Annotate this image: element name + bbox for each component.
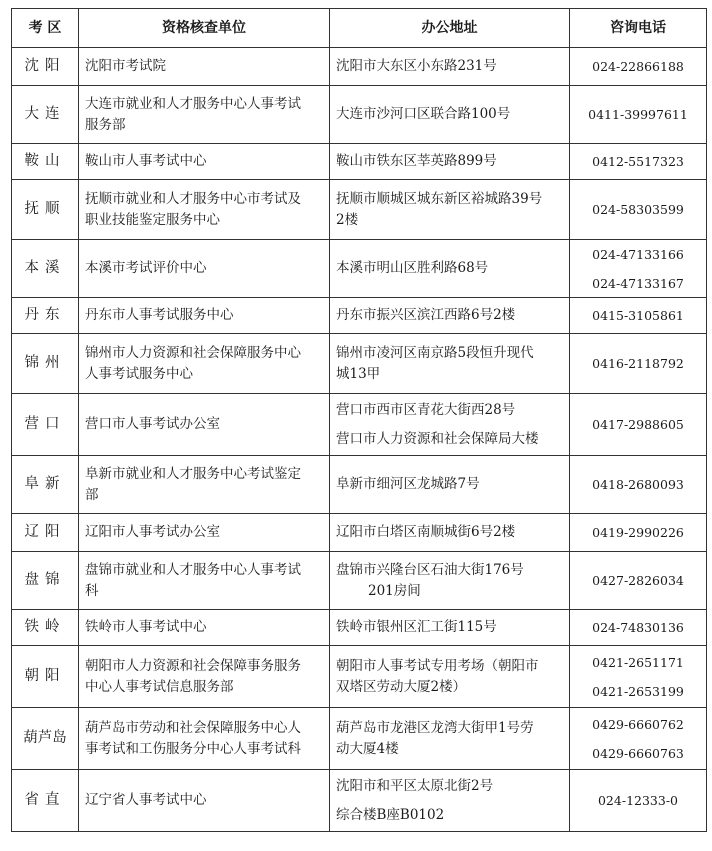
- unit-cell: [79, 180, 330, 240]
- address-cell-line: 鞍山市铁东区莘英路899号: [336, 153, 497, 169]
- unit-cell-line: 科: [85, 582, 99, 599]
- unit-cell: [79, 646, 330, 708]
- phone-cell-line: 0419-2990226: [592, 525, 684, 540]
- unit-cell: [79, 334, 330, 394]
- address-cell-line: 沈阳市大东区小东路231号: [336, 58, 497, 74]
- table-row: [12, 552, 707, 610]
- address-cell: [330, 456, 570, 514]
- unit-cell-line: 辽宁省人事考试中心: [85, 792, 207, 808]
- address-cell: [330, 48, 570, 86]
- address-cell-line: 2楼: [336, 211, 359, 228]
- unit-cell: [79, 86, 330, 144]
- table-row: [12, 298, 707, 334]
- unit-cell-line: 中心人事考试信息服务部: [85, 678, 234, 695]
- phone-cell-line: 0427-2826034: [592, 573, 684, 588]
- unit-cell: [79, 514, 330, 552]
- address-cell: [330, 708, 570, 770]
- phone-cell: [570, 646, 707, 708]
- phone-cell-line: 024-12333-0: [597, 793, 679, 808]
- unit-cell-line: 人事考试服务中心: [85, 365, 193, 382]
- phone-cell: [570, 514, 707, 552]
- table-row: [12, 514, 707, 552]
- address-cell: [330, 144, 570, 180]
- region-cell: 沈阳: [12, 48, 79, 86]
- unit-cell: [79, 394, 330, 456]
- address-cell: [330, 552, 570, 610]
- unit-cell: [79, 240, 330, 298]
- table-row: [12, 770, 707, 832]
- phone-cell-line: 0429-6660763: [592, 745, 684, 761]
- unit-cell-line: 沈阳市考试院: [85, 58, 166, 74]
- phone-cell-line: 024-22866188: [592, 59, 684, 74]
- unit-cell-line: 锦州市人力资源和社会保障服务中心: [85, 344, 301, 361]
- address-cell-line: 动大厦4楼: [336, 740, 399, 757]
- header-phone: 咨询电话: [570, 9, 707, 48]
- address-cell-line: 盘锦市兴隆台区石油大街176号: [336, 561, 524, 578]
- unit-cell-line: 事考试和工伤服务分中心人事考试科: [85, 740, 301, 757]
- phone-cell: [570, 144, 707, 180]
- unit-cell-line: 盘锦市就业和人才服务中心人事考试: [85, 561, 301, 578]
- unit-cell-line: 抚顺市就业和人才服务中心市考试及: [85, 190, 301, 207]
- unit-cell-line: 辽阳市人事考试办公室: [85, 524, 220, 540]
- address-cell: [330, 180, 570, 240]
- address-cell: [330, 514, 570, 552]
- address-cell: [330, 240, 570, 298]
- unit-cell-line: 本溪市考试评价中心: [85, 260, 207, 276]
- region-cell: 锦州: [12, 334, 79, 394]
- unit-cell-line: 营口市人事考试办公室: [85, 416, 220, 432]
- address-cell-line: 朝阳市人事考试专用考场（朝阳市: [336, 657, 539, 674]
- unit-cell-line: 丹东市人事考试服务中心: [85, 307, 234, 323]
- address-cell-line: 抚顺市顺城区城东新区裕城路39号: [336, 190, 543, 207]
- table-row: [12, 610, 707, 646]
- phone-cell: [570, 456, 707, 514]
- address-cell-line: 丹东市振兴区滨江西路6号2楼: [336, 307, 516, 323]
- region-cell: 盘锦: [12, 552, 79, 610]
- address-cell: [330, 770, 570, 832]
- exam-office-table: [11, 8, 707, 832]
- address-cell-line: 葫芦岛市龙港区龙湾大街甲1号劳: [336, 719, 534, 736]
- region-cell: 丹东: [12, 298, 79, 334]
- unit-cell: [79, 48, 330, 86]
- phone-cell: [570, 610, 707, 646]
- phone-cell: [570, 394, 707, 456]
- address-cell-line: 铁岭市银州区汇工街115号: [336, 619, 497, 635]
- phone-cell-line: 0416-2118792: [592, 356, 684, 371]
- address-cell: [330, 394, 570, 456]
- unit-cell-line: 大连市就业和人才服务中心人事考试: [85, 95, 301, 112]
- address-cell-line: 201房间: [368, 582, 421, 599]
- region-cell: 铁岭: [12, 610, 79, 646]
- table-row: [12, 646, 707, 708]
- unit-cell-line: 职业技能鉴定服务中心: [85, 211, 220, 228]
- region-cell: 朝阳: [12, 646, 79, 708]
- region-cell: 阜新: [12, 456, 79, 514]
- phone-cell-line: 0429-6660762: [592, 716, 684, 732]
- region-cell: 抚顺: [12, 180, 79, 240]
- address-cell-line: 双塔区劳动大厦2楼）: [336, 678, 467, 695]
- address-cell-line: 营口市西市区青花大街西28号: [336, 401, 516, 418]
- unit-cell: [79, 456, 330, 514]
- address-cell: [330, 610, 570, 646]
- address-cell: [330, 646, 570, 708]
- region-cell: 本溪: [12, 240, 79, 298]
- phone-cell: [570, 708, 707, 770]
- address-cell-line: 营口市人力资源和社会保障局大楼: [336, 430, 539, 447]
- address-cell: [330, 298, 570, 334]
- unit-cell: [79, 552, 330, 610]
- address-cell: [330, 86, 570, 144]
- unit-cell-line: 部: [85, 486, 99, 503]
- phone-cell: [570, 86, 707, 144]
- unit-cell: [79, 770, 330, 832]
- unit-cell: [79, 298, 330, 334]
- region-cell: 辽阳: [12, 514, 79, 552]
- phone-cell-line: 0421-2651171: [592, 654, 684, 670]
- region-cell: 省直: [12, 770, 79, 832]
- table-row: [12, 180, 707, 240]
- address-cell-line: 辽阳市白塔区南顺城街6号2楼: [336, 524, 516, 540]
- phone-cell-line: 024-47133166: [592, 246, 684, 262]
- address-cell-line: 锦州市凌河区南京路5段恒升现代: [336, 344, 534, 361]
- table-row: [12, 334, 707, 394]
- phone-cell-line: 0415-3105861: [592, 308, 684, 323]
- region-cell: 鞍山: [12, 144, 79, 180]
- table-header-row: [12, 9, 707, 48]
- address-cell-line: 综合楼B座B0102: [336, 806, 445, 823]
- unit-cell: [79, 708, 330, 770]
- phone-cell: [570, 552, 707, 610]
- phone-cell-line: 024-47133167: [592, 275, 684, 291]
- address-cell-line: 阜新市细河区龙城路7号: [336, 476, 480, 492]
- unit-cell-line: 朝阳市人力资源和社会保障事务服务: [85, 657, 301, 674]
- phone-cell-line: 024-74830136: [592, 620, 684, 635]
- unit-cell-line: 铁岭市人事考试中心: [85, 619, 207, 635]
- address-cell-line: 大连市沙河口区联合路100号: [336, 106, 511, 122]
- region-cell: 营口: [12, 394, 79, 456]
- table-row: [12, 240, 707, 298]
- region-cell: 大连: [12, 86, 79, 144]
- phone-cell: [570, 334, 707, 394]
- phone-cell-line: 0421-2653199: [592, 683, 684, 699]
- table-row: [12, 708, 707, 770]
- address-cell-line: 本溪市明山区胜利路68号: [336, 260, 489, 276]
- address-cell-line: 城13甲: [336, 365, 381, 382]
- unit-cell-line: 服务部: [85, 116, 126, 133]
- phone-cell: [570, 240, 707, 298]
- table-row: [12, 144, 707, 180]
- table-row: [12, 86, 707, 144]
- address-cell-line: 沈阳市和平区太原北街2号: [336, 777, 494, 794]
- table-row: [12, 394, 707, 456]
- header-unit: 资格核查单位: [79, 9, 330, 48]
- phone-cell: [570, 770, 707, 832]
- unit-cell-line: 鞍山市人事考试中心: [85, 153, 207, 169]
- address-cell: [330, 334, 570, 394]
- phone-cell-line: 0417-2988605: [592, 417, 684, 432]
- unit-cell-line: 阜新市就业和人才服务中心考试鉴定: [85, 465, 301, 482]
- phone-cell: [570, 180, 707, 240]
- phone-cell: [570, 48, 707, 86]
- table-row: [12, 456, 707, 514]
- header-address: 办公地址: [330, 9, 570, 48]
- table-row: [12, 48, 707, 86]
- phone-cell: [570, 298, 707, 334]
- unit-cell: [79, 144, 330, 180]
- unit-cell: [79, 610, 330, 646]
- unit-cell-line: 葫芦岛市劳动和社会保障服务中心人: [85, 719, 301, 736]
- phone-cell-line: 0412-5517323: [592, 154, 684, 169]
- phone-cell-line: 0418-2680093: [592, 477, 684, 492]
- header-region: 考 区: [12, 9, 79, 48]
- region-cell: 葫芦岛: [12, 708, 79, 770]
- table-body: [12, 48, 707, 832]
- phone-cell-line: 024-58303599: [592, 202, 684, 217]
- phone-cell-line: 0411-39997611: [588, 107, 688, 122]
